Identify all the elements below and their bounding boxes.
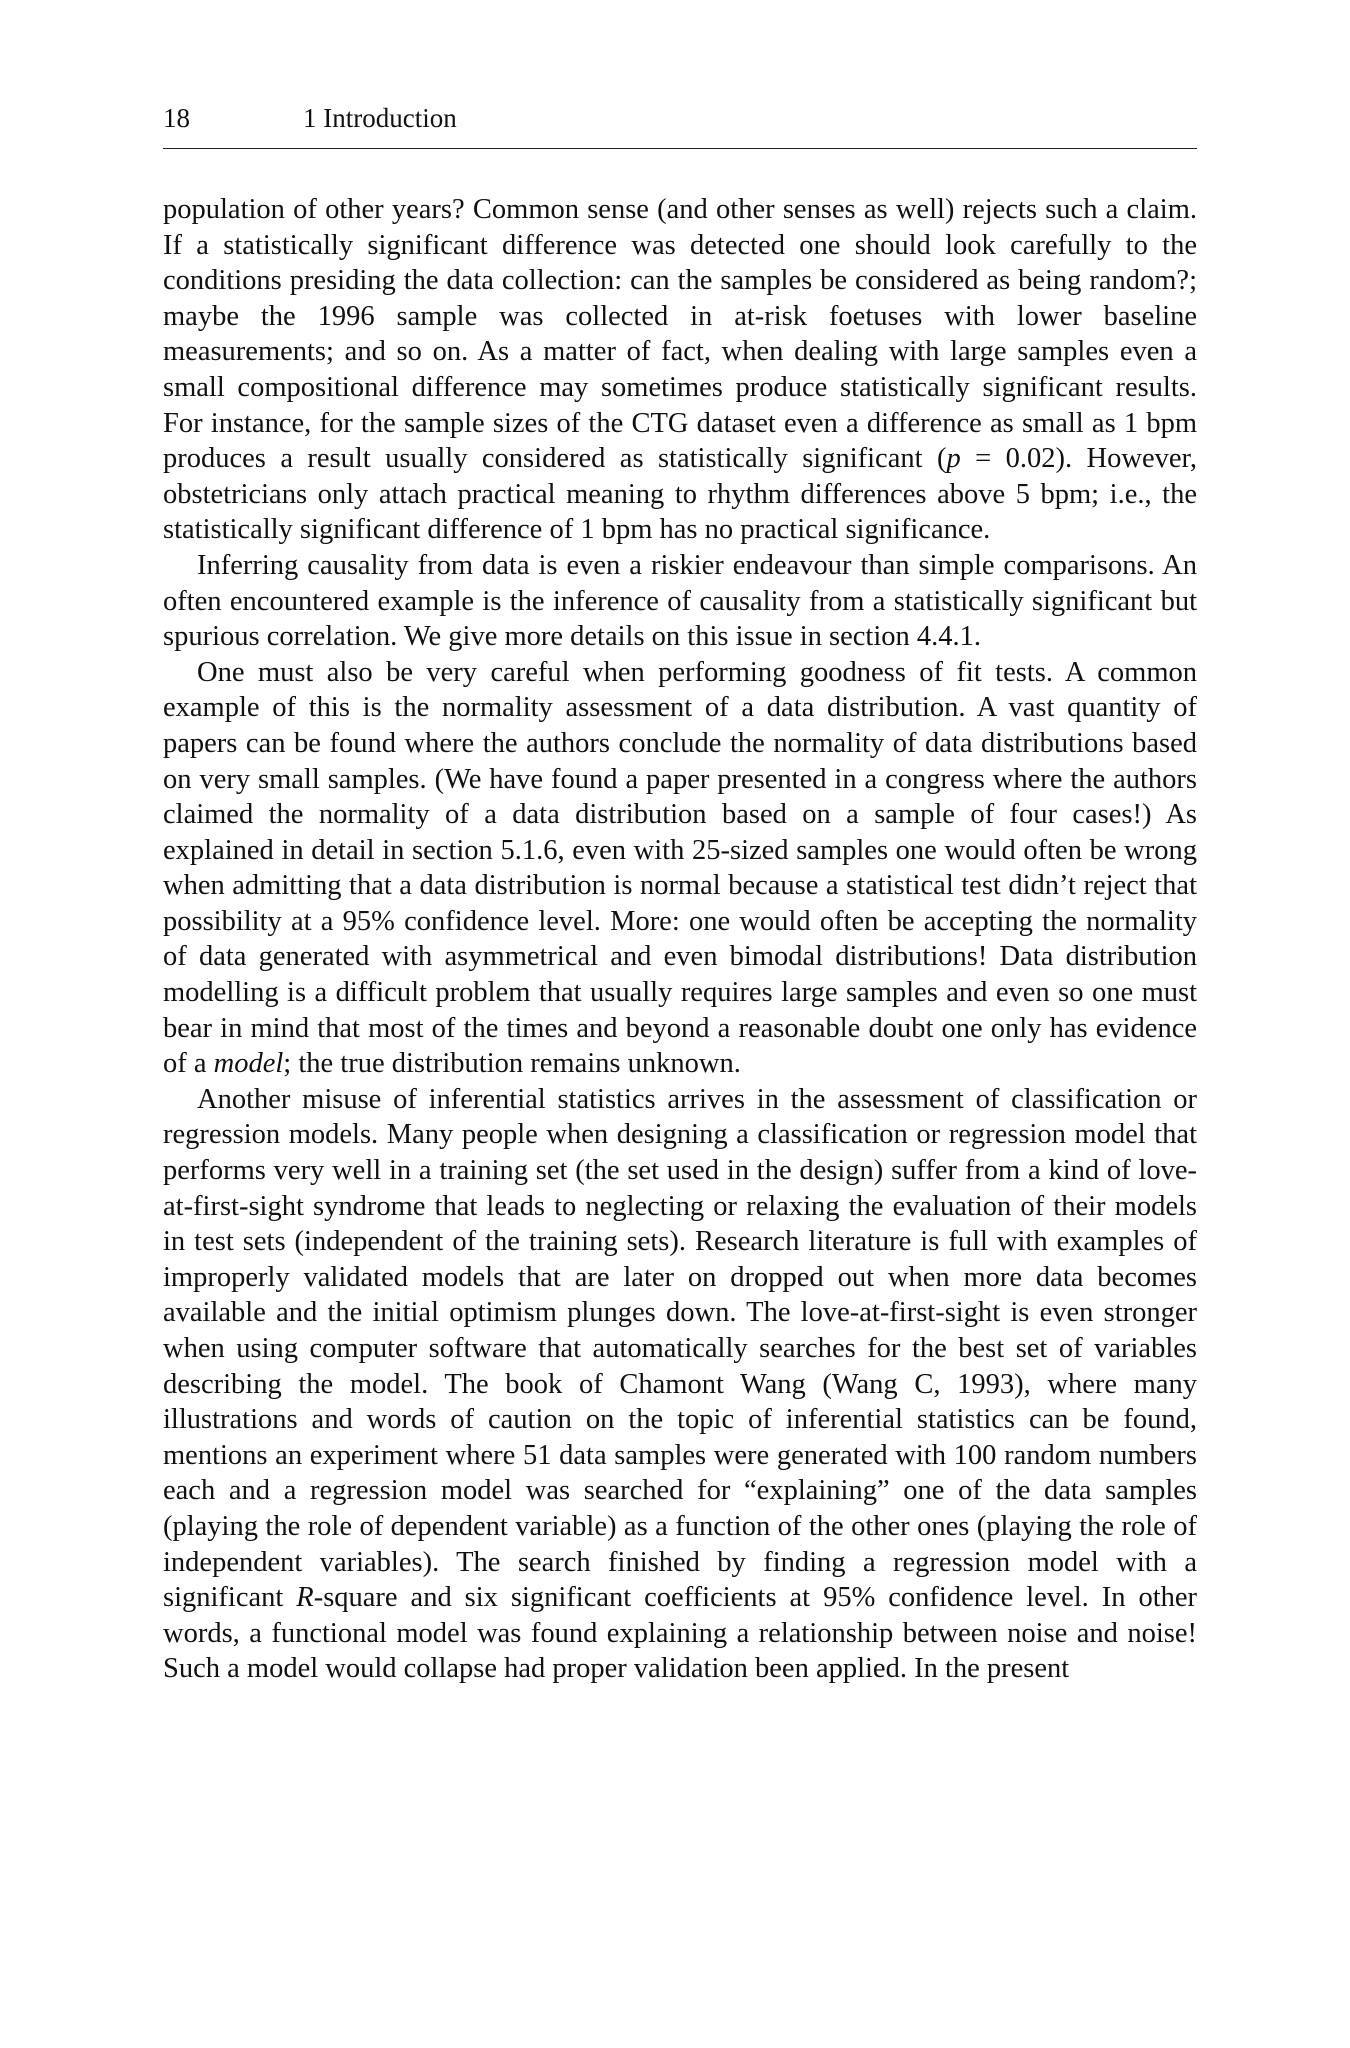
paragraph-model-validation: [163, 1082, 1197, 1687]
paragraph-text: Another misuse of inferential statistics arrives in the assessment of classification or regression models. Many people when designing a classification or regression model that performs very well in a training set (the set used in the design) suffer from a kind of love-at-first-sight syndrome that leads to neglecting or relaxing the evaluation of their models in test sets (independent of the training sets). Research literature is full with examples of improperly validated models that are later on dropped out when more data becomes available and the initial optimism plunges down. The love-at-first-sight is even stronger when using computer software that automatically searches for the best set of variables describing the model. The book of Chamont Wang (Wang C, 1993), where many illustrations and words of caution on the topic of inferential statistics can be found, mentions an experiment where 51 data samples were generated with 100 random numbers each and a regression model was searched for “explaining” one of the data samples (playing the role of dependent variable) as a function of the other ones (playing the role of independent variables). The search finished by finding a regression model with a significant: [163, 1083, 1197, 1614]
page-header: [163, 96, 1197, 149]
paragraph-text: ; the true distribution remains unknown.: [283, 1048, 741, 1080]
running-title: 1 Introduction: [303, 103, 457, 133]
paragraph-goodness-of-fit: [163, 655, 1197, 1082]
paragraph-causality: [163, 548, 1197, 655]
paragraph-text: population of other years? Common sense (and other senses as well) rejects such a claim. If a statistically significant difference was detected one should look carefully to the conditions presiding the data collection: can the samples be considered as being random?; maybe the 1996 sample was collected in at-risk foetuses with lower baseline measurements; and so on. As a matter of fact, when dealing with large samples even a small compositional difference may sometimes produce statistically significant results. For instance, for the sample sizes of the CTG dataset even a difference as small as 1 bpm produces a result usually considered as statistically significant (: [163, 194, 1197, 475]
page-number: 18: [163, 103, 190, 133]
paragraph-text: One must also be very careful when performing goodness of fit tests. A common example of this is the normality assessment of a data distribution. A vast quantity of papers can be found where the authors conclude the normality of data distributions based on very small samples. (We have found a paper presented in a congress where the authors claimed the normality of a data distribution based on a sample of four cases!) As explained in detail in section 5.1.6, even with 25-sized samples one would often be wrong when admitting that a data distribution is normal because a statistical test didn’t reject that possibility at a 95% confidence level. More: one would often be accepting the normality of data generated with asymmetrical and even bimodal distributions! Data distribution modelling is a difficult problem that usually requires large samples and even so one must bear in mind that most of the times and beyond a reasonable doubt one only has evidence of a: [163, 656, 1197, 1080]
paragraph-text: Inferring causality from data is even a riskier endeavour than simple comparisons. An often encountered example is the inference of causality from a statistically significant but spurious correlation. We give more details on this issue in section 4.4.1.: [163, 549, 1197, 653]
paragraph-continuation: [163, 192, 1197, 548]
paragraph-text: -square and six significant coefficients at 95% confidence level. In other words, a functional model was found explaining a relationship between noise and noise! Such a model would collapse had proper validation been applied. In the present: [163, 1582, 1197, 1685]
italic-term-model: model: [213, 1048, 284, 1080]
paragraph-text: = 0.02). However, obstetricians only attach practical meaning to rhythm differences above 5 bpm; i.e., the statistically significant difference of 1 bpm has no practical significance.: [163, 443, 1197, 546]
italic-term-r: R: [296, 1582, 314, 1614]
body-text: [163, 192, 1197, 1687]
italic-term-p: p: [946, 443, 961, 475]
